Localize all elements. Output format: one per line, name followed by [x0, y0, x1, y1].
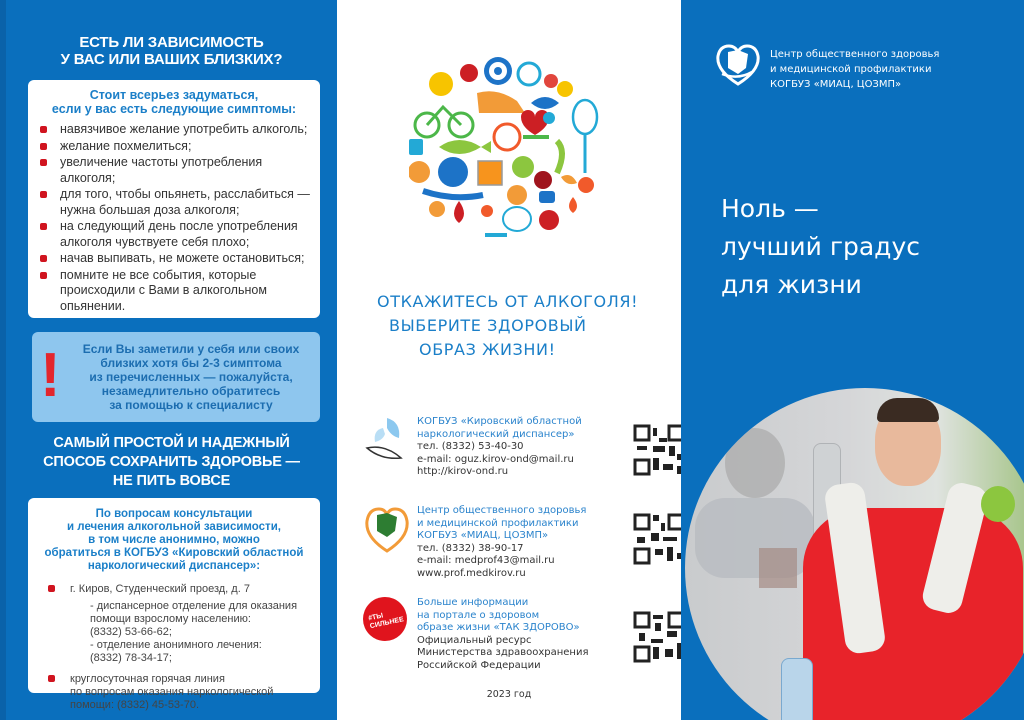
symptoms-heading-line: если у вас есть следующие симптомы: — [51, 102, 297, 116]
consult-heading-line: наркологический диспансер»: — [87, 560, 261, 572]
department-phones — [70, 600, 316, 665]
ty-silnee-logo-icon[interactable] — [363, 597, 407, 641]
logo-text: #ТЫ СИЛЬНЕЕ — [367, 612, 405, 631]
left-panel — [0, 0, 337, 720]
alert-line: за помощью к специалисту — [109, 398, 273, 412]
logo-text-line: и медицинской профилактики — [770, 64, 932, 75]
motto-line: СПОСОБ СОХРАНИТЬ ЗДОРОВЬЕ — — [43, 454, 300, 470]
org-name-line: Центр общественного здоровья — [417, 505, 587, 516]
org-info — [417, 597, 588, 672]
symptoms-heading-line: Стоит всерьез задуматься, — [89, 88, 259, 102]
consult-heading-line: и лечения алкогольной зависимости, — [67, 521, 281, 533]
consult-heading-line: обратиться в КОГБУЗ «Кировский областной — [44, 547, 304, 559]
symptoms-heading — [34, 88, 314, 116]
heart-region-logo-icon — [716, 44, 760, 86]
org-detail-line: Министерства здравоохранения — [417, 647, 589, 658]
logo-text-line: КОГБУЗ «МИАЦ, ЦОЗМП» — [770, 79, 902, 90]
left-title-line: У ВАС ИЛИ ВАШИХ БЛИЗКИХ? — [60, 51, 283, 68]
org-name-line: наркологический диспансер» — [417, 428, 575, 440]
healthy-lifestyle-illustration — [409, 55, 609, 245]
org-name-line: КОГБУЗ «МИАЦ, ЦОЗМП» — [417, 530, 549, 541]
contact-list — [32, 583, 316, 712]
org-public-health-center — [365, 505, 665, 585]
symptom-item: желание похмелиться; — [34, 139, 314, 155]
org-narcology-dispensary — [365, 416, 665, 486]
left-title — [6, 34, 337, 68]
org-website-link[interactable]: www.prof.medkirov.ru — [417, 567, 526, 579]
symptom-item: начав выпивать, не можете остановиться; — [34, 251, 314, 267]
hotline-item — [32, 673, 316, 712]
slogan-line: ОТКАЖИТЕСЬ ОТ АЛКОГОЛЯ! — [377, 292, 639, 311]
department-line: помощи взрослому населению: — [90, 613, 251, 625]
org-name-line: и медицинской профилактики — [417, 517, 579, 529]
org-tak-zdorovo-portal — [365, 597, 665, 677]
symptoms-list — [34, 122, 314, 314]
brochure-title — [721, 190, 920, 304]
consult-card — [28, 498, 320, 711]
qr-code-icon[interactable] — [633, 611, 685, 663]
department-line: - отделение анонимного лечения: — [90, 639, 262, 651]
org-detail-line: Российской Федерации — [417, 659, 541, 671]
phone-number: (8332) 78-34-17; — [90, 652, 172, 664]
org-name-line: Больше информации — [417, 597, 529, 608]
consult-heading-line: По вопросам консультации — [95, 508, 253, 520]
alert-line: Если Вы заметили у себя или своих — [82, 342, 300, 356]
title-line: лучший градус — [721, 232, 921, 261]
org-detail-line: Официальный ресурс — [417, 634, 532, 646]
phone-number: (8332) 53-66-62; — [90, 626, 172, 638]
org-info — [417, 416, 582, 479]
alert-line: незамедлительно обратитесь — [101, 384, 281, 398]
org-website-link[interactable]: http://kirov-ond.ru — [417, 466, 509, 477]
butterfly-hand-logo-icon — [365, 416, 409, 466]
slogan-line: ОБРАЗ ЖИЗНИ! — [419, 340, 556, 359]
hotline-line: круглосуточная горячая линия — [70, 673, 225, 685]
alert-line: близких хотя бы 2-3 симптома — [100, 356, 282, 370]
org-phone: тел. (8332) 53-40-30 — [417, 441, 524, 452]
org-email: e-mail: medprof43@mail.ru — [417, 555, 555, 566]
alert-line: из перечисленных — пожалуйста, — [89, 370, 293, 384]
org-phone: тел. (8332) 38-90-17 — [417, 542, 524, 554]
org-name-line: на портале о здоровом — [417, 609, 540, 621]
exclamation-icon: ! — [40, 341, 61, 410]
heart-region-logo-icon — [365, 505, 409, 555]
qr-code-icon[interactable] — [633, 513, 685, 565]
title-line: Ноль — — [721, 194, 819, 223]
department-line: - диспансерное отделение для оказания — [90, 600, 298, 612]
symptoms-card — [28, 80, 320, 318]
title-line: для жизни — [721, 270, 862, 299]
middle-panel — [337, 0, 681, 720]
healthy-man-vs-drinking-man-photo — [685, 388, 1024, 720]
symptom-item: помните не все события, которые происходили с Вами в алкогольном опьянении. — [34, 268, 314, 315]
motto-line: САМЫЙ ПРОСТОЙ И НАДЕЖНЫЙ — [53, 435, 290, 451]
hotline-line: помощи: (8332) 45-53-70. — [70, 699, 200, 711]
consult-heading — [32, 508, 316, 573]
motto — [6, 434, 337, 491]
symptom-item: для того, чтобы опьянеть, расслабиться — нужна большая доза алкоголя; — [34, 187, 314, 218]
right-logo-text — [770, 47, 939, 92]
address-item — [32, 583, 316, 665]
hotline-line: по вопросам оказания наркологической — [70, 686, 274, 698]
alert-box — [32, 332, 320, 422]
left-title-line: ЕСТЬ ЛИ ЗАВИСИМОСТЬ — [79, 34, 264, 51]
qr-code-icon[interactable] — [633, 424, 685, 476]
org-name-line: КОГБУЗ «Кировский областной — [417, 416, 582, 427]
org-name-line: образе жизни «ТАК ЗДОРОВО» — [417, 622, 580, 633]
symptom-item: увеличение частоты употребления алкоголя; — [34, 155, 314, 186]
address-text: г. Киров, Студенческий проезд, д. 7 — [70, 583, 250, 595]
right-panel — [681, 0, 1024, 720]
org-info — [417, 505, 586, 580]
alert-text — [68, 342, 314, 412]
consult-heading-line: в том числе анонимно, можно — [88, 534, 260, 546]
org-email: e-mail: oguz.kirov-ond@mail.ru — [417, 453, 574, 465]
motto-line: НЕ ПИТЬ ВОВСЕ — [112, 473, 231, 489]
symptom-item: навязчивое желание употребить алкоголь; — [34, 122, 314, 138]
logo-text-line: Центр общественного здоровья — [770, 49, 940, 60]
symptom-item: на следующий день после употребления алкоголя чувствуете себя плохо; — [34, 219, 314, 250]
slogan-line: ВЫБЕРИТЕ ЗДОРОВЫЙ — [389, 316, 587, 335]
year-label: 2023 год — [486, 689, 532, 700]
